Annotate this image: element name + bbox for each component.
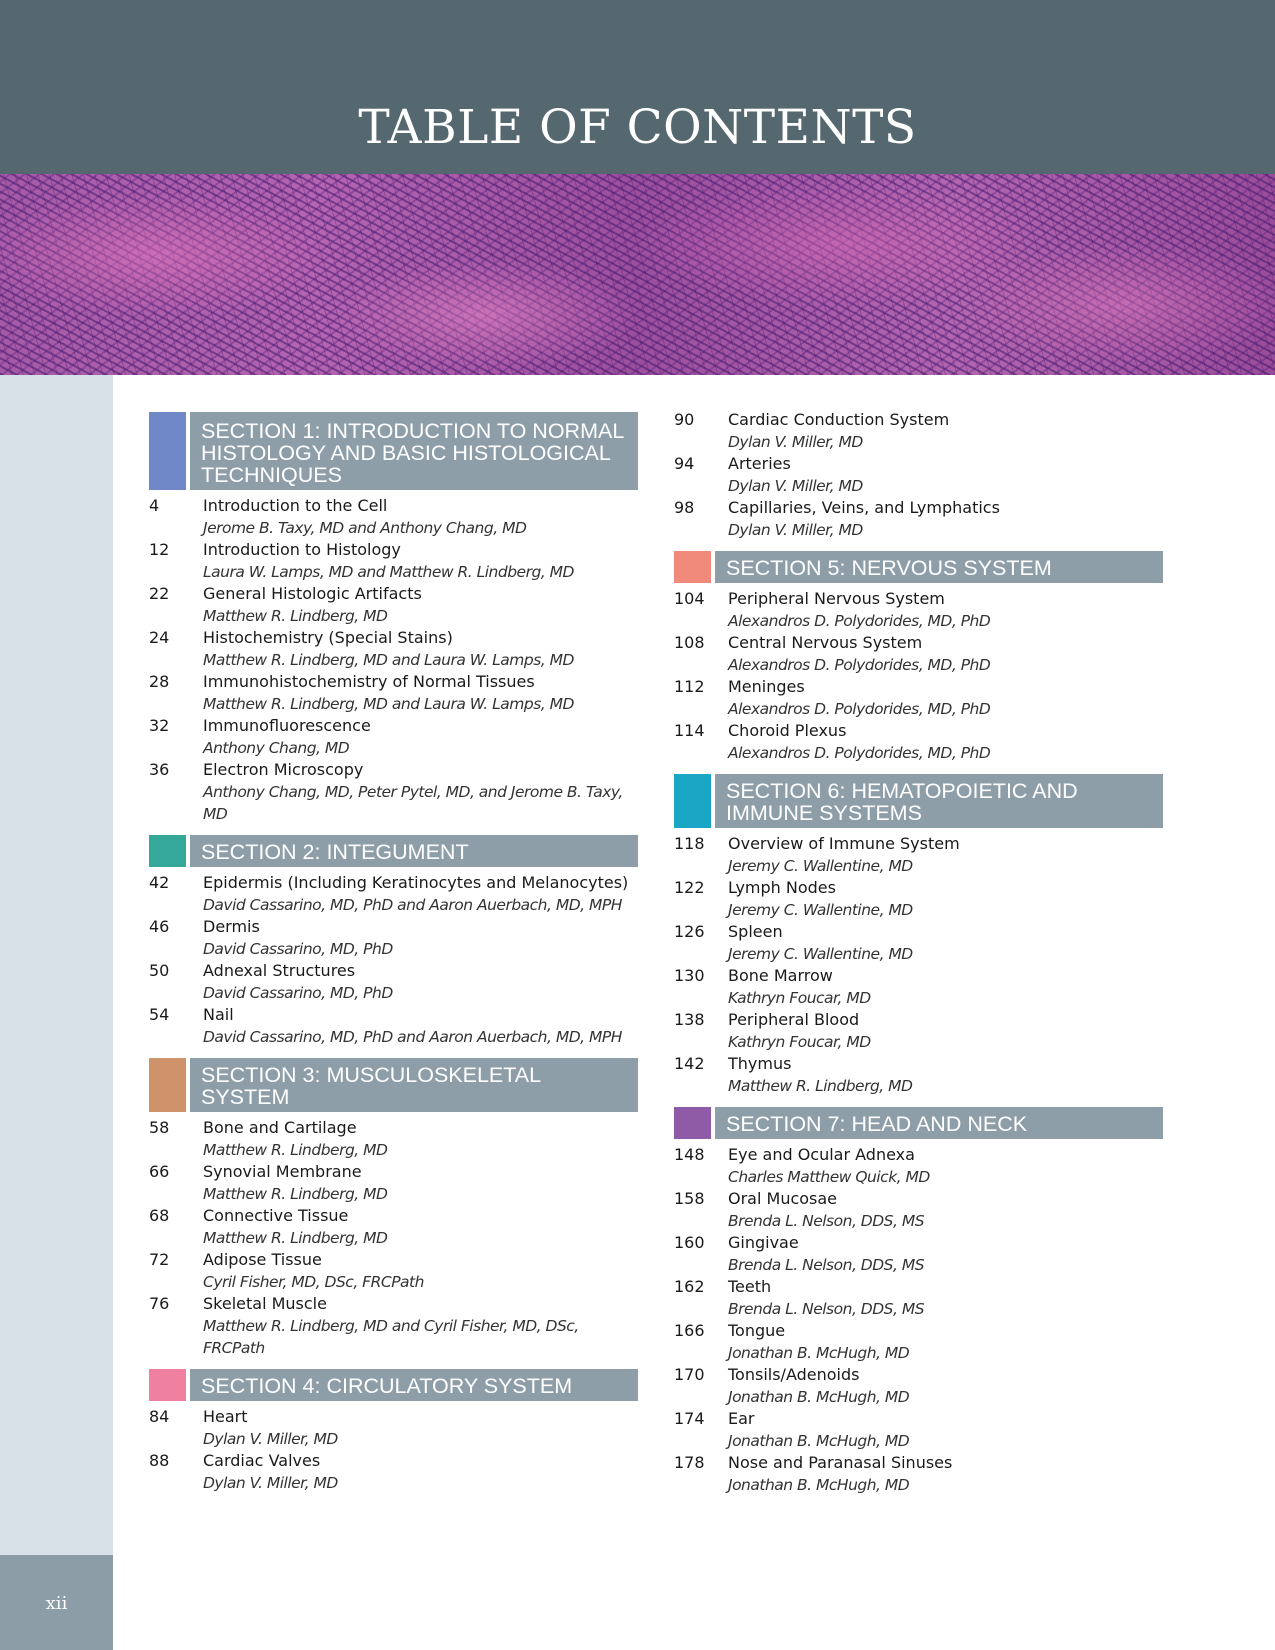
entry-chapter-title: Tongue (728, 1321, 786, 1340)
section-title: SECTION 2: INTEGUMENT (190, 835, 638, 867)
toc-entry[interactable] (149, 539, 638, 583)
section-color-swatch (674, 551, 711, 583)
entry-page-number: 114 (674, 721, 705, 740)
entry-authors: Anthony Chang, MD, Peter Pytel, MD, and Jerome B. Taxy, MD (203, 783, 623, 823)
entry-page-number: 170 (674, 1365, 705, 1384)
toc-entry[interactable] (149, 916, 638, 960)
entry-authors: Dylan V. Miller, MD (728, 521, 863, 539)
toc-entry[interactable] (674, 497, 1163, 541)
entry-authors: David Cassarino, MD, PhD and Aaron Auerbach, MD, MPH (203, 896, 622, 914)
entry-chapter-title: Meninges (728, 677, 805, 696)
section-entries (149, 1406, 638, 1494)
section-entries-continued (674, 409, 1163, 541)
toc-entry[interactable] (149, 1004, 638, 1048)
entry-page-number: 158 (674, 1189, 705, 1208)
toc-entry[interactable] (149, 960, 638, 1004)
section-header[interactable] (149, 412, 638, 490)
entry-page-number: 36 (149, 760, 170, 779)
toc-entry[interactable] (149, 1293, 638, 1359)
entry-chapter-title: Introduction to the Cell (203, 496, 388, 515)
entry-page-number: 58 (149, 1118, 170, 1137)
entry-authors: Brenda L. Nelson, DDS, MS (728, 1256, 925, 1274)
entry-authors: Laura W. Lamps, MD and Matthew R. Lindberg, MD (203, 563, 574, 581)
entry-page-number: 104 (674, 589, 705, 608)
toc-entry[interactable] (674, 1408, 1163, 1452)
entry-chapter-title: Immunofluorescence (203, 716, 371, 735)
entry-authors: Matthew R. Lindberg, MD (203, 1185, 388, 1203)
entry-authors: David Cassarino, MD, PhD (203, 984, 393, 1002)
entry-body (728, 921, 1163, 965)
entry-chapter-title: Epidermis (Including Keratinocytes and Melanocytes) (203, 873, 629, 892)
entry-body (203, 1406, 638, 1450)
entry-page-number: 112 (674, 677, 705, 696)
entry-chapter-title: Tonsils/Adenoids (728, 1365, 860, 1384)
entry-chapter-title: Dermis (203, 917, 260, 936)
entry-page-number: 12 (149, 540, 170, 559)
entry-authors: Jonathan B. McHugh, MD (728, 1344, 910, 1362)
section-header[interactable] (149, 1369, 638, 1401)
section-color-swatch (149, 835, 186, 867)
section-title: SECTION 5: NERVOUS SYSTEM (715, 551, 1163, 583)
entry-authors: Jeremy C. Wallentine, MD (728, 857, 913, 875)
entry-authors: Dylan V. Miller, MD (728, 433, 863, 451)
entry-chapter-title: Bone and Cartilage (203, 1118, 357, 1137)
entry-authors: Alexandros D. Polydorides, MD, PhD (728, 656, 991, 674)
entry-authors: Cyril Fisher, MD, DSc, FRCPath (203, 1273, 424, 1291)
section-color-swatch (149, 1058, 186, 1112)
section-header[interactable] (149, 1058, 638, 1112)
toc-entry[interactable] (674, 1232, 1163, 1276)
entry-page-number: 126 (674, 922, 705, 941)
entry-chapter-title: Immunohistochemistry of Normal Tissues (203, 672, 535, 691)
entry-authors: Jonathan B. McHugh, MD (728, 1476, 910, 1494)
toc-entry[interactable] (674, 965, 1163, 1009)
entry-page-number: 28 (149, 672, 170, 691)
entry-chapter-title: Eye and Ocular Adnexa (728, 1145, 915, 1164)
left-margin-rail (0, 375, 113, 1555)
entry-page-number: 84 (149, 1407, 170, 1426)
entry-page-number: 42 (149, 873, 170, 892)
entry-page-number: 4 (149, 496, 160, 515)
entry-body (728, 720, 1163, 764)
entry-authors: Matthew R. Lindberg, MD and Laura W. Lamps, MD (203, 651, 574, 669)
entry-chapter-title: Central Nervous System (728, 633, 923, 652)
entry-authors: Dylan V. Miller, MD (728, 477, 863, 495)
entry-page-number: 98 (674, 498, 695, 517)
entry-chapter-title: Skeletal Muscle (203, 1294, 327, 1313)
entry-page-number: 50 (149, 961, 170, 980)
entry-authors: David Cassarino, MD, PhD and Aaron Auerbach, MD, MPH (203, 1028, 622, 1046)
entry-authors: Dylan V. Miller, MD (203, 1474, 338, 1492)
section-title: SECTION 3: MUSCULOSKELETAL SYSTEM (190, 1058, 638, 1112)
entry-body (728, 676, 1163, 720)
entry-body (728, 1144, 1163, 1188)
toc-entry[interactable] (149, 583, 638, 627)
entry-page-number: 178 (674, 1453, 705, 1472)
entry-body (728, 833, 1163, 877)
entry-body (728, 1276, 1163, 1320)
entry-page-number: 148 (674, 1145, 705, 1164)
section-title: SECTION 7: HEAD AND NECK (715, 1107, 1163, 1139)
entry-body (203, 916, 638, 960)
entry-body (728, 453, 1163, 497)
entry-body (203, 960, 638, 1004)
entry-chapter-title: Nose and Paranasal Sinuses (728, 1453, 953, 1472)
entry-authors: Jonathan B. McHugh, MD (728, 1388, 910, 1406)
entry-page-number: 32 (149, 716, 170, 735)
entry-page-number: 142 (674, 1054, 705, 1073)
entry-chapter-title: Connective Tissue (203, 1206, 349, 1225)
entry-body (203, 872, 638, 916)
entry-body (203, 759, 638, 825)
entry-body (203, 1161, 638, 1205)
entry-body (728, 1452, 1163, 1496)
toc-entry[interactable] (674, 1009, 1163, 1053)
entry-authors: Jeremy C. Wallentine, MD (728, 901, 913, 919)
section-entries (674, 588, 1163, 764)
entry-authors: Alexandros D. Polydorides, MD, PhD (728, 744, 991, 762)
entry-chapter-title: Gingivae (728, 1233, 799, 1252)
toc-entry[interactable] (674, 877, 1163, 921)
section-header[interactable] (674, 551, 1163, 583)
entry-authors: Dylan V. Miller, MD (203, 1430, 338, 1448)
entry-body (728, 588, 1163, 632)
entry-body (203, 495, 638, 539)
toc-entry[interactable] (674, 1188, 1163, 1232)
section-entries (149, 1117, 638, 1359)
entry-body (203, 1117, 638, 1161)
toc-entry[interactable] (674, 1320, 1163, 1364)
entry-body (203, 627, 638, 671)
entry-authors: Kathryn Foucar, MD (728, 989, 871, 1007)
section-entries (149, 872, 638, 1048)
entry-page-number: 166 (674, 1321, 705, 1340)
entry-page-number: 174 (674, 1409, 705, 1428)
toc-entry[interactable] (149, 715, 638, 759)
entry-page-number: 138 (674, 1010, 705, 1029)
entry-body (203, 539, 638, 583)
entry-page-number: 130 (674, 966, 705, 985)
entry-chapter-title: Capillaries, Veins, and Lymphatics (728, 498, 1000, 517)
entry-chapter-title: Synovial Membrane (203, 1162, 362, 1181)
entry-authors: Jerome B. Taxy, MD and Anthony Chang, MD (203, 519, 527, 537)
entry-page-number: 160 (674, 1233, 705, 1252)
entry-chapter-title: Peripheral Nervous System (728, 589, 945, 608)
entry-chapter-title: Histochemistry (Special Stains) (203, 628, 453, 647)
entry-chapter-title: Peripheral Blood (728, 1010, 860, 1029)
entry-chapter-title: Nail (203, 1005, 234, 1024)
toc-entry[interactable] (674, 1452, 1163, 1496)
entry-authors: Jeremy C. Wallentine, MD (728, 945, 913, 963)
section-color-swatch (149, 412, 186, 490)
toc-entry[interactable] (149, 627, 638, 671)
entry-chapter-title: Bone Marrow (728, 966, 833, 985)
entry-authors: Alexandros D. Polydorides, MD, PhD (728, 700, 991, 718)
entry-chapter-title: Thymus (728, 1054, 792, 1073)
toc-entry[interactable] (149, 495, 638, 539)
entry-authors: Matthew R. Lindberg, MD (203, 1141, 388, 1159)
entry-body (728, 1364, 1163, 1408)
section-color-swatch (674, 1107, 711, 1139)
section-header[interactable] (674, 774, 1163, 828)
entry-body (728, 1320, 1163, 1364)
entry-chapter-title: Cardiac Valves (203, 1451, 321, 1470)
entry-body (728, 632, 1163, 676)
entry-body (728, 497, 1163, 541)
entry-authors: Alexandros D. Polydorides, MD, PhD (728, 612, 991, 630)
entry-authors: David Cassarino, MD, PhD (203, 940, 393, 958)
toc-entry[interactable] (674, 1276, 1163, 1320)
entry-authors: Charles Matthew Quick, MD (728, 1168, 930, 1186)
entry-chapter-title: Spleen (728, 922, 783, 941)
entry-body (728, 1053, 1163, 1097)
entry-body (728, 1188, 1163, 1232)
toc-entry[interactable] (149, 1161, 638, 1205)
histology-banner-image (0, 174, 1275, 375)
section-entries (674, 1144, 1163, 1496)
section-color-swatch (674, 774, 711, 828)
toc-entry[interactable] (674, 588, 1163, 632)
entry-chapter-title: Oral Mucosae (728, 1189, 838, 1208)
section-header[interactable] (674, 1107, 1163, 1139)
section-entries (149, 495, 638, 825)
section-entries (674, 833, 1163, 1097)
toc-entry[interactable] (674, 453, 1163, 497)
entry-body (203, 1004, 638, 1048)
entry-page-number: 122 (674, 878, 705, 897)
entry-body (203, 583, 638, 627)
toc-entry[interactable] (674, 921, 1163, 965)
entry-page-number: 76 (149, 1294, 170, 1313)
toc-entry[interactable] (674, 833, 1163, 877)
entry-authors: Matthew R. Lindberg, MD and Cyril Fisher, MD, DSc, FRCPath (203, 1317, 579, 1357)
entry-authors: Kathryn Foucar, MD (728, 1033, 871, 1051)
entry-body (203, 671, 638, 715)
entry-page-number: 68 (149, 1206, 170, 1225)
entry-chapter-title: Choroid Plexus (728, 721, 847, 740)
entry-body (203, 1450, 638, 1494)
toc-entry[interactable] (149, 1249, 638, 1293)
entry-authors: Jonathan B. McHugh, MD (728, 1432, 910, 1450)
toc-entry[interactable] (674, 1144, 1163, 1188)
section-title: SECTION 6: HEMATOPOIETIC AND IMMUNE SYSTEMS (715, 774, 1163, 828)
entry-chapter-title: Overview of Immune System (728, 834, 960, 853)
entry-page-number: 90 (674, 410, 695, 429)
entry-chapter-title: Arteries (728, 454, 791, 473)
section-title: SECTION 1: INTRODUCTION TO NORMAL HISTOLOGY AND BASIC HISTOLOGICAL TECHNIQUES (190, 412, 638, 490)
toc-entry[interactable] (149, 671, 638, 715)
entry-authors: Matthew R. Lindberg, MD and Laura W. Lamps, MD (203, 695, 574, 713)
entry-page-number: 54 (149, 1005, 170, 1024)
entry-body (728, 1232, 1163, 1276)
entry-body (728, 1408, 1163, 1452)
entry-body (728, 1009, 1163, 1053)
entry-body (203, 1205, 638, 1249)
entry-page-number: 88 (149, 1451, 170, 1470)
entry-body (728, 965, 1163, 1009)
entry-chapter-title: Adipose Tissue (203, 1250, 322, 1269)
entry-authors: Brenda L. Nelson, DDS, MS (728, 1212, 925, 1230)
toc-entry[interactable] (149, 1205, 638, 1249)
section-title: SECTION 4: CIRCULATORY SYSTEM (190, 1369, 638, 1401)
entry-chapter-title: Adnexal Structures (203, 961, 356, 980)
toc-entry[interactable] (149, 759, 638, 825)
entry-authors: Matthew R. Lindberg, MD (728, 1077, 913, 1095)
toc-entry[interactable] (674, 1364, 1163, 1408)
entry-authors: Brenda L. Nelson, DDS, MS (728, 1300, 925, 1318)
entry-chapter-title: Teeth (728, 1277, 772, 1296)
section-header[interactable] (149, 835, 638, 867)
entry-page-number: 162 (674, 1277, 705, 1296)
entry-chapter-title: Ear (728, 1409, 755, 1428)
entry-chapter-title: Introduction to Histology (203, 540, 401, 559)
entry-authors: Matthew R. Lindberg, MD (203, 607, 388, 625)
entry-chapter-title: Cardiac Conduction System (728, 410, 950, 429)
entry-page-number: 24 (149, 628, 170, 647)
toc-entry[interactable] (149, 872, 638, 916)
entry-chapter-title: Lymph Nodes (728, 878, 836, 897)
entry-page-number: 108 (674, 633, 705, 652)
toc-entry[interactable] (149, 1406, 638, 1450)
entry-body (728, 877, 1163, 921)
toc-entry[interactable] (674, 720, 1163, 764)
entry-body (203, 1293, 638, 1359)
toc-entry[interactable] (674, 409, 1163, 453)
entry-page-number: 66 (149, 1162, 170, 1181)
entry-page-number: 46 (149, 917, 170, 936)
entry-body (203, 715, 638, 759)
toc-column-right (674, 409, 1163, 1496)
entry-page-number: 72 (149, 1250, 170, 1269)
section-color-swatch (149, 1369, 186, 1401)
toc-entry[interactable] (674, 1053, 1163, 1097)
toc-entry[interactable] (149, 1117, 638, 1161)
page-folio: xii (45, 1593, 68, 1614)
page-title: TABLE OF CONTENTS (358, 100, 917, 155)
toc-entry[interactable] (674, 676, 1163, 720)
toc-entry[interactable] (674, 632, 1163, 676)
entry-body (728, 409, 1163, 453)
entry-body (203, 1249, 638, 1293)
toc-entry[interactable] (149, 1450, 638, 1494)
toc-column-left (149, 412, 638, 1494)
entry-chapter-title: General Histologic Artifacts (203, 584, 422, 603)
entry-page-number: 118 (674, 834, 705, 853)
entry-authors: Anthony Chang, MD (203, 739, 350, 757)
entry-page-number: 94 (674, 454, 695, 473)
entry-chapter-title: Heart (203, 1407, 248, 1426)
entry-authors: Matthew R. Lindberg, MD (203, 1229, 388, 1247)
entry-chapter-title: Electron Microscopy (203, 760, 364, 779)
entry-page-number: 22 (149, 584, 170, 603)
